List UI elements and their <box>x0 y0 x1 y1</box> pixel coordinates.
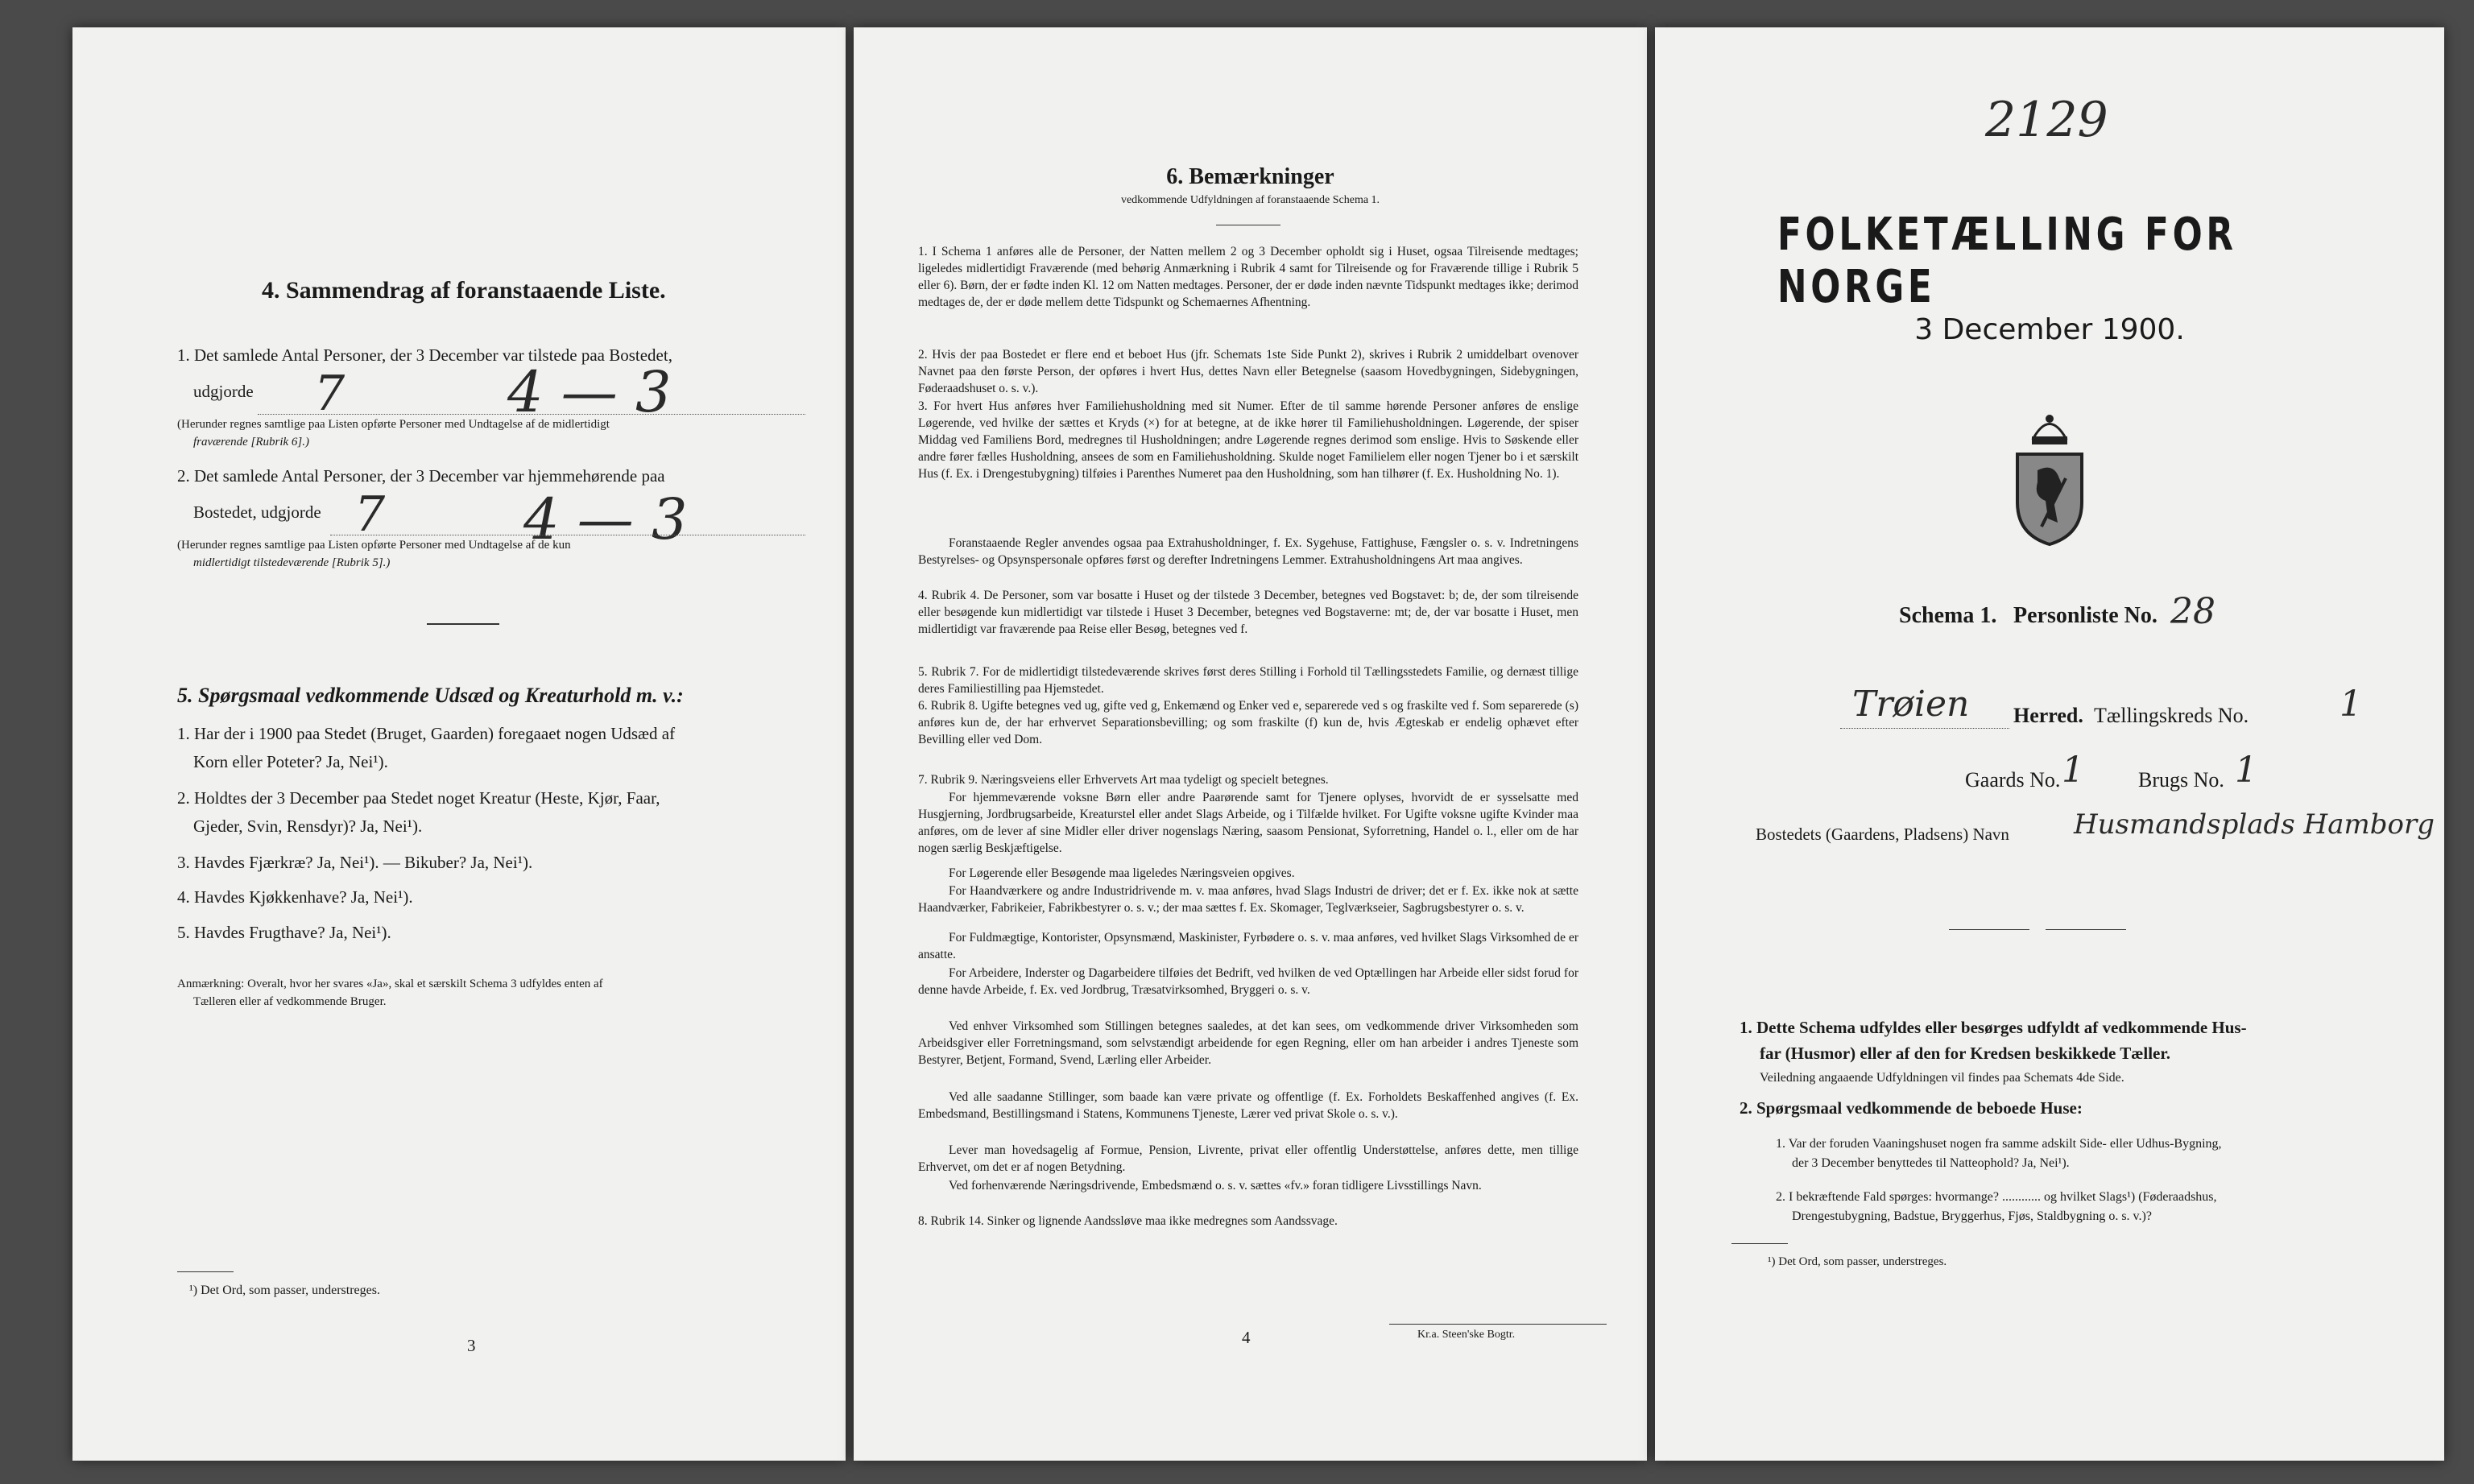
instruction-2: 2. Spørgsmaal vedkommende de beboede Huse: <box>1740 1098 2083 1118</box>
remark-7b: For Løgerende eller Besøgende maa ligeledes Næringsveien opgives. <box>949 866 1295 880</box>
remark-7: 7. Rubrik 9. Næringsveiens eller Erhvervets Art maa tydeligt og specielt betegnes. <box>918 773 1329 787</box>
remark-7i: Ved forhenværende Næringsdrivende, Embedsmænd o. s. v. sættes «fv.» foran tidligere Livsstillings Navn. <box>949 1179 1482 1193</box>
item1-line1: 1. Det samlede Antal Personer, der 3 December var tilstede paa Bostedet, <box>177 345 672 365</box>
section5-title: 5. Spørgsmaal vedkommende Udsæd og Kreaturhold m. v.: <box>177 684 684 707</box>
page-number: 4 <box>1242 1328 1251 1347</box>
q3: 3. Havdes Fjærkræ? Ja, Nei¹). — Bikuber? Ja, Nei¹). <box>177 853 533 872</box>
footnote: ¹) Det Ord, som passer, understreges. <box>1768 1255 1947 1268</box>
q1-line1: 1. Har der i 1900 paa Stedet (Bruget, Gaarden) foregaaet nogen Udsæd af <box>177 724 676 743</box>
personliste-number: 28 <box>2170 591 2215 632</box>
remark-7c: For Haandværkere og andre Industridrivende m. v. maa anføres, hvad Slags Industri de driver; det er f. Ex. ikke nok at sætte Haandværker, Fabrikeier, Fabrikbestyrer o. s. v.; der maa sættes f. Ex. Skomager, Teglværkseier, Sagbrugsbestyrer o. s. v. <box>918 884 1578 915</box>
remark-5: 5. Rubrik 7. For de midlertidigt tilstedeværende skrives først deres Stilling i Forhold til Tællingsstedets Familie, og dernæst tillige deres Familiestilling paa Hjemstedet. <box>918 665 1578 696</box>
census-date: 3 December 1900. <box>1914 313 2185 346</box>
item1-note2: fraværende [Rubrik 6].) <box>193 436 310 449</box>
remarks-subtitle: vedkommende Udfyldningen af foranstaaende Schema 1. <box>1120 194 1380 206</box>
remark-3: 3. For hvert Hus anføres hver Familiehusholdning med sit Numer. Efter de til samme hørende Personer anføres de enslige Løgerende, ved hvilke der sættes et Kryds (×) for at betegne, at de ikke hører til Familiehusholdningen. Løgerende, der spiser Middag ved Familiens Bord, medregnes til Husholdningen; andre Løgerende regnes derimod som enslige. Hvis to Søskende eller andre fører fælles Husholdning, ansees de som en Familiehusholdning. Skulde noget Familielem eller nogen Tjener bo i et særskilt Hus (f. Ex. i Drengestubygning) tilføies i Parenthes Numeret paa den Husholdning, som han tilhører (f. Ex. Husholdning No. 1). <box>918 399 1578 481</box>
brugs-label: Brugs No. <box>2138 768 2224 792</box>
instruction-2-1-line1: 1. Var der foruden Vaaningshuset nogen fra samme adskilt Side- eller Udhus-Bygning, <box>1776 1137 2222 1151</box>
anmaerkning-line1: Anmærkning: Overalt, hvor her svares «Ja», skal et særskilt Schema 3 udfyldes enten af <box>177 978 603 990</box>
norway-coat-of-arms-icon <box>2009 406 2090 547</box>
herred-label: Herred. <box>2013 704 2083 727</box>
remark-3b: Foranstaaende Regler anvendes ogsaa paa Extrahusholdninger, f. Ex. Sygehuse, Fattighuse, Fængsler o. s. v. Indretningens Bestyrelses- og Opsynspersonale opføres først og derefter Indretningens Lemmer. Extrahusholdningens Art maa angives. <box>918 536 1578 567</box>
remarks-title: 6. Bemærkninger <box>1166 164 1334 189</box>
instruction-1-note: Veiledning angaaende Udfyldningen vil findes paa Schemats 4de Side. <box>1760 1071 2124 1085</box>
left-page <box>72 27 846 1461</box>
item2-line2: Bostedet, udgjorde <box>193 502 321 522</box>
instruction-1-line2: far (Husmor) eller af den for Kredsen beskikkede Tæller. <box>1760 1044 2171 1063</box>
gaards-label: Gaards No. <box>1965 768 2061 792</box>
herred-value: Trøien <box>1852 684 1970 725</box>
remark-4: 4. Rubrik 4. De Personer, som var bosatte i Huset og der tilstede 3 December, betegnes ved Bogstavet: b; de, der som tilreisende eller besøgende kun midlertidigt var tilstede i Huset 3 December, betegnes ved Bogstaverne: mt; de, der var bosatte i Huset, men midlertidigt var fraværende paa Reise eller Besøg, betegnes ved f. <box>918 589 1578 636</box>
instruction-2-2-line2: Drengestubygning, Badstue, Bryggerhus, Fjøs, Staldbygning o. s. v.)? <box>1792 1209 2152 1223</box>
instruction-2-1-line2: der 3 December benyttedes til Natteophold? Ja, Nei¹). <box>1792 1156 2070 1170</box>
item1-hand-a: 7 <box>314 366 345 422</box>
item1-note1: (Herunder regnes samtlige paa Listen opførte Personer med Undtagelse af de midlertidigt <box>177 418 610 431</box>
kreds-label: Tællingskreds No. <box>2094 704 2249 727</box>
remark-8: 8. Rubrik 14. Sinker og lignende Aandssløve maa ikke medregnes som Aandssvage. <box>918 1214 1338 1228</box>
instruction-1-line1: 1. Dette Schema udfyldes eller besørges udfyldt af vedkommende Hus- <box>1740 1018 2247 1037</box>
section4-title: 4. Sammendrag af foranstaaende Liste. <box>262 277 666 304</box>
item2-line1: 2. Det samlede Antal Personer, der 3 December var hjemmehørende paa <box>177 466 665 486</box>
right-page <box>1655 27 2444 1461</box>
q5: 5. Havdes Frugthave? Ja, Nei¹). <box>177 923 391 942</box>
q1-line2: Korn eller Poteter? Ja, Nei¹). <box>193 752 388 771</box>
bosted-value: Husmandsplads Hamborg <box>2074 808 2435 841</box>
schema-label: Schema 1. <box>1899 603 1997 628</box>
main-title: FOLKETÆLLING FOR NORGE <box>1777 209 2237 313</box>
page-number: 3 <box>467 1336 476 1355</box>
instruction-2-2-line1: 2. I bekræftende Fald spørges: hvormange? ............ og hvilket Slags¹) (Føderaadshus, <box>1776 1190 2217 1204</box>
remark-7a: For hjemmeværende voksne Børn eller andre Paarørende samt for Tjenere oplyses, hvorvidt de er sysselsatte med Husgjerning, Jordbrugsarbeide, Kreaturstel eller andet Slags Arbeide, og i Tilfælde hvilket. For Ugifte voksne ugifte Kvinder maa anføres, om de lever af sine Midler eller driver nogenslags Næring, saasom Pensionat, Syforretning, Handel o. l., eller om de har nogen særlig Beskjæftigelse. <box>918 791 1578 855</box>
q4: 4. Havdes Kjøkkenhave? Ja, Nei¹). <box>177 887 413 907</box>
personliste-label: Personliste No. <box>2013 603 2158 628</box>
remark-7g: Ved alle saadanne Stillinger, som baade kan være private og offentlige (f. Ex. Forholdets Beskaffenhed angives (f. Ex. Embedsmand, Bestillingsmand i Statens, Kommunens Tjeneste, Lærer ved privat Skole o. s. v.). <box>918 1090 1578 1121</box>
remark-1: 1. I Schema 1 anføres alle de Personer, der Natten mellem 2 og 3 December opholdt sig i Huset, ogsaa Tilreisende medtages; ligeledes midlertidigt Fraværende (med behørig Anmærkning i Rubrik 4 samt for Tilreisende og for Fraværende tillige i Rubrik 5 eller 6). Børn, der er fødte inden Kl. 12 om Natten medtages. Personer, der er døde inden nævnte Tidspunkt medtages ikke; derimod medtages de, der er døde mellem dette Tidspunkt og Schemaernes Afhentning. <box>918 245 1578 309</box>
item2-hand-a: 7 <box>354 486 386 543</box>
bosted-label: Bostedets (Gaardens, Pladsens) Navn <box>1756 825 2009 844</box>
printer-credit: Kr.a. Steen'ske Bogtr. <box>1417 1329 1516 1341</box>
remark-7f: Ved enhver Virksomhed som Stillingen betegnes saaledes, at det kan sees, om vedkommende driver Virksomheden som Arbeidsgiver eller Forretningsmand, som selvstændigt arbeidende for egen Regning, eller om han arbeider i andres Tjeneste som Bestyrer, Betjent, Formand, Svend, Lærling eller Arbeider. <box>918 1019 1578 1067</box>
item1-line2: udgjorde <box>193 382 254 401</box>
kreds-value: 1 <box>2340 684 2362 725</box>
item2-note1: (Herunder regnes samtlige paa Listen opførte Personer med Undtagelse af de kun <box>177 539 571 552</box>
item2-note2: midlertidigt tilstedeværende [Rubrik 5].) <box>193 556 391 569</box>
remark-7h: Lever man hovedsagelig af Formue, Pension, Livrente, privat eller offentlig Understøttelse, anføres dette, men tillige Erhvervet, om det er af nogen Betydning. <box>918 1143 1578 1174</box>
q2-line2: Gjeder, Svin, Rensdyr)? Ja, Nei¹). <box>193 816 423 836</box>
remark-2: 2. Hvis der paa Bostedet er flere end et beboet Hus (jfr. Schemats 1ste Side Punkt 2), skrives i Rubrik 2 umiddelbart ovenover Navnet paa den første Person, der opføres i hvert Hus, dettes Navn eller Betegnelse (saasom Hovedbygningen, Sidebygningen, Føderaadshuset o. s. v.). <box>918 348 1578 395</box>
remark-7d: For Fuldmægtige, Kontorister, Opsynsmænd, Maskinister, Fyrbødere o. s. v. maa anføres, ved hvilket Slags Virksomhed de er ansatte. <box>918 931 1578 961</box>
footnote: ¹) Det Ord, som passer, understreges. <box>189 1284 380 1297</box>
brugs-value: 1 <box>2235 750 2257 791</box>
middle-page <box>854 27 1647 1461</box>
divider <box>427 623 499 625</box>
gaards-value: 1 <box>2062 750 2084 791</box>
anmaerkning-line2: Tælleren eller af vedkommende Bruger. <box>193 995 387 1008</box>
q2-line1: 2. Holdtes der 3 December paa Stedet noget Kreatur (Heste, Kjør, Faar, <box>177 788 660 808</box>
archive-number: 2129 <box>1985 92 2108 148</box>
remark-6: 6. Rubrik 8. Ugifte betegnes ved ug, gifte ved g, Enkemænd og Enker ved e, separerede ved s og fraskilte ved f. Som separerede (s) anføres kun de, der har erhvervet Separationsbevilling; og som fraskilte (f) kun de, hvis Ægteskab er endelig ophævet efter Bevilling eller ved Dom. <box>918 699 1578 746</box>
item1-hand-b: 4 — 3 <box>507 359 672 425</box>
item2-hand-b: 4 — 3 <box>523 486 688 552</box>
remark-7e: For Arbeidere, Inderster og Dagarbeidere tilføies det Bedrift, ved hvilken de ved Optællingen har Arbeide eller sidst forud for denne havde Arbeide, f. Ex. ved Jordbrug, Træsatvirksomhed, Bryggeri o. s. v. <box>918 966 1578 997</box>
